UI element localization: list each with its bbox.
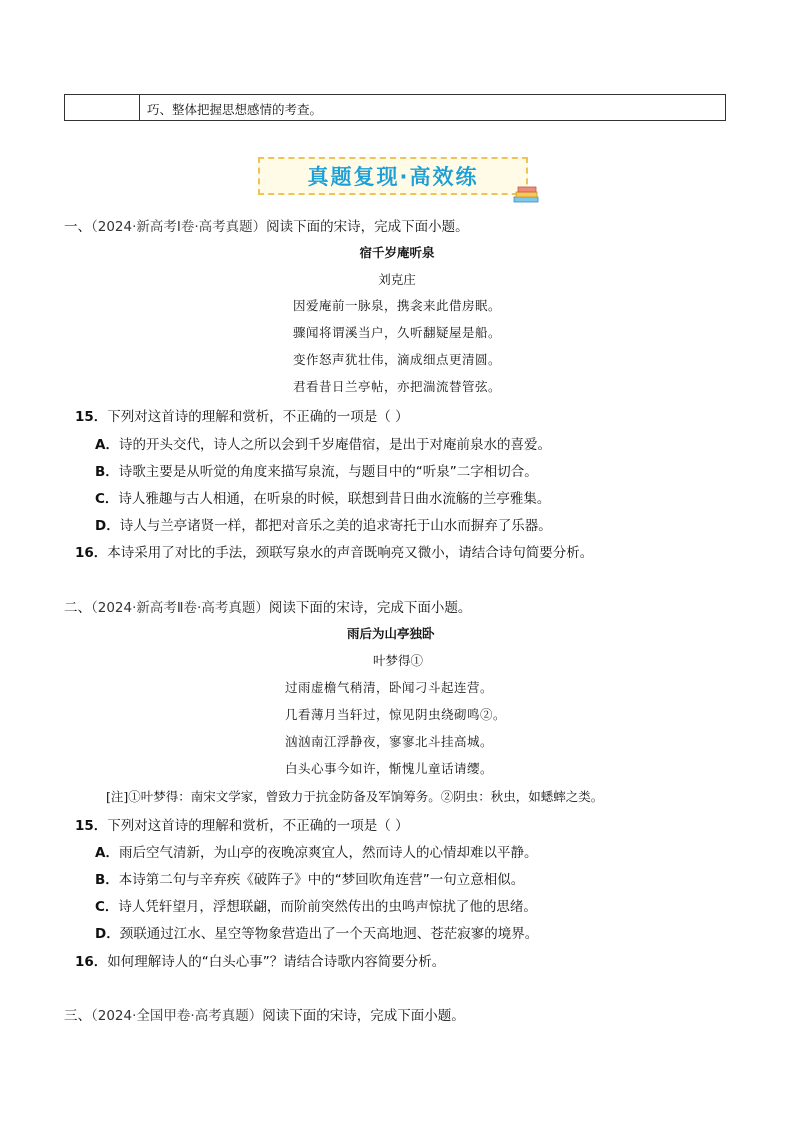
section3-source: （2024·全国甲卷·高考真题） [91, 1008, 263, 1024]
s1-q15-option-d: D．诗人与兰亭诸贤一样，都把对音乐之美的追求寄托于山水而摒弃了乐器。 [95, 518, 552, 534]
s2-q15-option-c: C．诗人凭轩望月，浮想联翩，而阶前突然传出的虫鸣声惊扰了他的思绪。 [95, 899, 537, 915]
table-cell-empty [65, 95, 140, 120]
s1-q15-option-b: B．诗歌主要是从听觉的角度来描写泉流，与题目中的“听泉”二字相切合。 [95, 464, 538, 480]
top-table [64, 94, 726, 121]
section2-instruction: 阅读下面的宋诗，完成下面小题。 [268, 600, 472, 616]
poem2-line-1: 过雨虚檐气稍清，卧闻刁斗起连营。 [285, 680, 494, 695]
poem1-line-2: 骤闻将谓溪当户，久听翻疑屋是船。 [292, 325, 501, 340]
books-icon [512, 183, 540, 205]
section2-prefix: 二、 [64, 600, 91, 616]
s2-q15-option-d: D．颈联通过江水、星空等物象营造出了一个天高地迥、苍茫寂寥的境界。 [95, 926, 539, 942]
section3-header [64, 1004, 465, 1024]
section3-instruction: 阅读下面的宋诗，完成下面小题。 [262, 1008, 465, 1024]
s2-q16-num: 16． [75, 954, 108, 970]
poem2-note: [注]①叶梦得：南宋文学家，曾致力于抗金防备及军饷筹务。②阴虫：秋虫，如蟋蟀之类。 [106, 789, 604, 804]
s1-q15-option-c: C．诗人雅趣与古人相通，在听泉的时候，联想到昔日曲水流觞的兰亭雅集。 [95, 491, 551, 507]
s1-q16-num: 16． [75, 545, 108, 561]
s2-q15-option-b: B．本诗第二句与辛弃疾《破阵子》中的“梦回吹角连营”一句立意相似。 [95, 872, 525, 888]
s2-q15 [75, 814, 409, 834]
poem1-line-3: 变作怒声犹壮伟，滴成细点更清圆。 [292, 352, 501, 367]
section3-prefix: 三、 [64, 1008, 91, 1024]
s1-q15-num: 15． [75, 409, 108, 425]
s2-q15-num: 15． [75, 818, 108, 834]
banner-title: 真题复现·高效练 [307, 165, 479, 189]
s1-q16 [75, 541, 593, 561]
s2-q15-option-a: A．雨后空气清新，为山亭的夜晚凉爽宜人，然而诗人的心情却难以平静。 [95, 845, 538, 861]
section2-source: （2024·新高考Ⅱ卷·高考真题） [91, 600, 269, 616]
s1-q16-stem: 本诗采用了对比的手法，颈联写泉水的声音既响亮又微小，请结合诗句简要分析。 [107, 545, 594, 561]
section-banner [258, 157, 530, 197]
poem1-line-1: 因爱庵前一脉泉，携衾来此借房眠。 [292, 298, 501, 313]
poem2-line-4: 白头心事今如许，惭愧儿童话请缨。 [285, 761, 494, 776]
poem2-line-3: 汹汹南江浮静夜，寥寥北斗挂高城。 [285, 734, 494, 749]
s1-q15-option-a: A．诗的开头交代，诗人之所以会到千岁庵借宿，是出于对庵前泉水的喜爱。 [95, 437, 551, 453]
s1-q15 [75, 405, 409, 425]
section1-source: （2024·新高考Ⅰ卷·高考真题） [91, 219, 267, 235]
section1-prefix: 一、 [64, 219, 91, 235]
s1-q15-stem: 下列对这首诗的理解和赏析，不正确的一项是（ ） [107, 409, 409, 425]
poem1-title: 宿千岁庵听泉 [359, 245, 435, 260]
section1-header [64, 215, 469, 235]
s2-q16 [75, 950, 445, 970]
s2-q16-stem: 如何理解诗人的“白头心事”？请结合诗歌内容简要分析。 [107, 954, 446, 970]
s2-q15-stem: 下列对这首诗的理解和赏析，不正确的一项是（ ） [107, 818, 409, 834]
table-cell-text: 巧、整体把握思想感情的考查。 [147, 102, 323, 117]
section1-instruction: 阅读下面的宋诗，完成下面小题。 [266, 219, 469, 235]
poem1-line-4: 君看昔日兰亭帖，亦把湍流替管弦。 [292, 379, 501, 394]
poem2-title: 雨后为山亭独卧 [347, 626, 435, 641]
poem2-author: 叶梦得① [373, 653, 424, 668]
poem2-line-2: 几看薄月当轩过，惊见阴虫绕砌鸣②。 [285, 707, 507, 722]
section2-header [64, 596, 471, 616]
poem1-author: 刘克庄 [378, 272, 416, 287]
